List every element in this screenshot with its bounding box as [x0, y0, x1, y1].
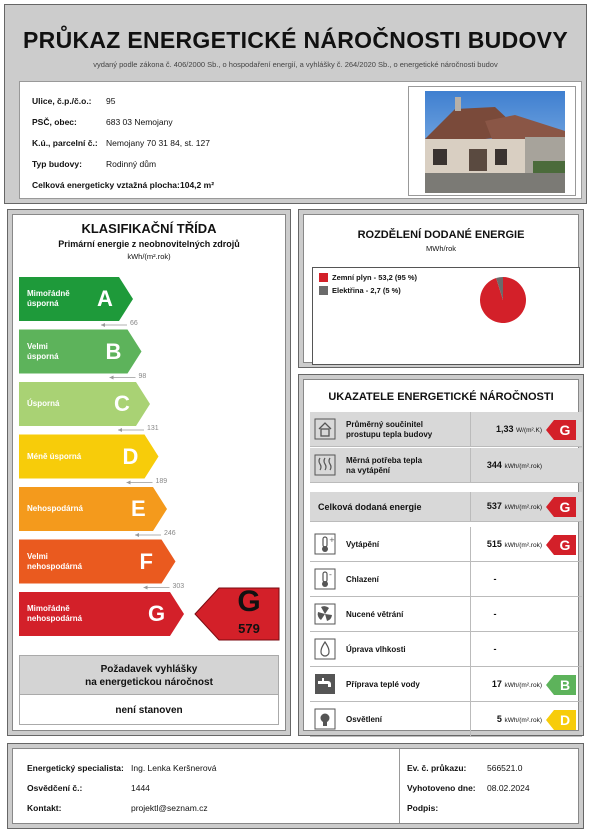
- indicator-unit: kWh/(m².rok): [504, 504, 542, 511]
- thermometer-minus-icon: [313, 567, 337, 591]
- class-band-letter-f: F: [139, 548, 153, 574]
- indicator-unit: kWh/(m².rok): [504, 681, 542, 689]
- indicator-row: [310, 562, 582, 597]
- indicator-label: Měrná potřeba tepla na vytápění: [346, 456, 423, 475]
- issued-label: Vyhotoveno dne:: [407, 783, 476, 793]
- ku-label: K.ú., parcelní č.:: [32, 138, 98, 148]
- humidity-icon: [313, 637, 337, 661]
- class-band-label-a: Mimořádně úsporná: [27, 289, 70, 308]
- document-title: PRŮKAZ ENERGETICKÉ NÁROČNOSTI BUDOVY: [23, 27, 568, 53]
- cert-value: 1444: [131, 783, 150, 793]
- area-value: 104,2 m²: [180, 180, 215, 190]
- contact-value: projektl@seznam.cz: [131, 803, 208, 813]
- svg-text:G: G: [559, 421, 571, 438]
- classification-subtitle: Primární energie z neobnovitelných zdrojů: [58, 239, 240, 249]
- class-band-label-d: Méně úsporná: [27, 451, 82, 461]
- class-band-label-g: Mimořádně nehospodárná: [27, 604, 83, 623]
- requirement-heading: [19, 655, 279, 695]
- cert-label: Osvědčení č.:: [27, 783, 83, 793]
- class-band-label-b: Velmi úsporná: [27, 341, 59, 361]
- threshold-value-c: 131: [147, 425, 159, 432]
- indicator-row: [310, 597, 582, 632]
- indicator-value: [470, 714, 542, 724]
- indicators-title: UKAZATELE ENERGETICKÉ NÁROČNOSTI: [328, 391, 554, 403]
- legend-swatch-gas: [319, 273, 328, 282]
- indicator-number: 1,33: [495, 423, 516, 434]
- threshold-arrowhead-f: [144, 586, 148, 590]
- classification-panel: [7, 209, 291, 736]
- indicator-label: Celková dodaná energie: [318, 502, 422, 512]
- indicator-label: Chlazení: [346, 575, 379, 584]
- class-band-label-c: Úsporná: [27, 399, 60, 408]
- house-icon: [313, 417, 337, 441]
- indicator-row: [310, 667, 582, 702]
- result-class-letter: G: [237, 585, 261, 618]
- ev-label: Ev. č. průkazu:: [407, 763, 467, 773]
- legend-item-electricity: [319, 286, 401, 295]
- indicator-value: -: [493, 643, 497, 654]
- indicator-row: [310, 412, 582, 447]
- requirement-value: není stanoven: [19, 695, 279, 725]
- svg-text:-: -: [329, 570, 332, 579]
- indicator-label: Vytápění: [346, 540, 380, 549]
- threshold-value-e: 246: [164, 530, 176, 537]
- lightbulb-icon: [313, 707, 337, 731]
- signature-label: Podpis:: [407, 803, 439, 813]
- psc-label: PSČ, obec:: [32, 117, 77, 127]
- indicator-value: [470, 460, 542, 470]
- indicator-number: 5: [496, 713, 505, 724]
- indicator-value: -: [493, 573, 497, 584]
- type-row: [32, 159, 157, 169]
- indicator-row: [310, 448, 582, 483]
- type-label: Typ budovy:: [32, 159, 82, 169]
- type-value: Rodinný dům: [106, 159, 157, 169]
- signature-row: [407, 803, 438, 813]
- classification-inner: [12, 214, 286, 731]
- header-panel: [4, 4, 587, 204]
- building-info: [19, 81, 582, 199]
- contact-label: Kontakt:: [27, 803, 62, 813]
- threshold-value-a: 66: [130, 320, 138, 327]
- indicator-unit: W/(m².K): [516, 426, 542, 434]
- indicator-unit: kWh/(m².rok): [504, 541, 542, 549]
- requirement-title-2: na energetickou náročnost: [85, 677, 213, 688]
- issued-value: 08.02.2024: [487, 783, 530, 793]
- indicator-row: [310, 702, 582, 737]
- indicator-class-badge: [546, 497, 576, 517]
- indicator-label: Nucené větrání: [346, 610, 404, 619]
- threshold-arrowhead-d: [127, 481, 131, 485]
- energy-split-title: ROZDĚLENÍ DODANÉ ENERGIE: [357, 229, 525, 241]
- class-band-label-e: Nehospodárná: [27, 504, 84, 513]
- document-subtitle: vydaný podle zákona č. 406/2000 Sb., o hospodaření energií, a vyhlášky č. 264/2020 Sb., o energetické náročnosti budov: [93, 60, 498, 69]
- requirement-title-1: Požadavek vyhlášky: [100, 664, 198, 675]
- threshold-arrowhead-e: [135, 533, 139, 537]
- legend-label-gas: Zemní plyn - 53,2 (95 %): [332, 273, 418, 282]
- area-label: Celková energeticky vztažná plocha:: [32, 180, 180, 190]
- energy-pie-chart: [473, 270, 533, 330]
- energy-split-chart: [312, 267, 580, 365]
- indicator-row: [310, 492, 582, 522]
- footer-inner: [12, 748, 579, 824]
- indicator-value: [470, 501, 542, 511]
- contact-row: [27, 803, 208, 813]
- threshold-arrowhead-a: [101, 323, 105, 327]
- requirement-box: [19, 655, 279, 727]
- indicator-class-badge: [546, 710, 576, 730]
- footer-panel: [7, 743, 584, 829]
- indicator-number: 515: [486, 538, 505, 549]
- result-class-value: 579: [238, 621, 260, 636]
- indicator-row: [310, 527, 582, 562]
- energy-split-panel: [298, 209, 584, 368]
- threshold-arrowhead-b: [110, 376, 114, 380]
- indicator-class-badge: [546, 675, 576, 695]
- ev-value: 566521.0: [487, 763, 523, 773]
- class-band-letter-d: D: [122, 443, 139, 469]
- svg-text:+: +: [329, 536, 335, 544]
- threshold-value-f: 303: [172, 582, 185, 590]
- threshold-value-b: 98: [138, 372, 147, 380]
- class-band-letter-a: A: [97, 286, 113, 311]
- ev-row: [407, 763, 523, 773]
- class-band-letter-e: E: [131, 496, 146, 521]
- legend-swatch-electricity: [319, 286, 328, 295]
- indicator-label: Příprava teplé vody: [346, 680, 420, 689]
- class-band-letter-g: G: [148, 601, 166, 626]
- indicators-inner: [303, 379, 579, 731]
- indicator-class-badge: [546, 420, 576, 440]
- classification-title: KLASIFIKAČNÍ TŘÍDA: [81, 221, 217, 236]
- footer-divider: [399, 749, 400, 823]
- heat-waves-icon: [313, 453, 337, 477]
- specialist-label: Energetický specialista:: [27, 763, 124, 773]
- thermometer-plus-icon: [313, 532, 337, 556]
- class-band-label-f: Velmi nehospodárná: [27, 551, 83, 571]
- area-row: [32, 180, 215, 190]
- svg-text:B: B: [559, 676, 571, 693]
- psc-value: 683 03 Nemojany: [106, 117, 173, 127]
- indicator-number: 537: [486, 501, 505, 511]
- indicator-label: Úprava vlhkosti: [346, 645, 406, 654]
- indicator-label: Průměrný součinitel prostupu tepla budovy: [346, 420, 433, 439]
- ku-row: [32, 138, 210, 148]
- building-photo: [425, 91, 565, 193]
- ku-value: Nemojany 70 31 84, st. 127: [106, 138, 210, 148]
- faucet-icon: [313, 672, 337, 696]
- indicator-row: [310, 632, 582, 667]
- class-band-letter-b: B: [105, 338, 122, 364]
- indicator-label: Osvětlení: [346, 715, 383, 724]
- cert-row: [27, 783, 150, 793]
- classification-unit: kWh/(m².rok): [127, 252, 171, 261]
- street-value: 95: [106, 96, 116, 106]
- indicator-value: [470, 424, 542, 434]
- specialist-value: Ing. Lenka Keršnerová: [131, 763, 217, 773]
- indicator-number: 344: [486, 459, 505, 470]
- legend-label-electricity: Elektřina - 2,7 (5 %): [332, 286, 401, 295]
- street-row: [32, 96, 116, 106]
- issued-row: [407, 783, 530, 793]
- svg-text:G: G: [559, 499, 571, 515]
- fan-icon: [313, 602, 337, 626]
- street-label: Ulice, č.p./č.o.:: [32, 96, 92, 106]
- specialist-row: [27, 763, 217, 773]
- energy-split-inner: [303, 214, 579, 363]
- class-band-letter-c: C: [114, 391, 130, 416]
- svg-text:D: D: [559, 711, 571, 728]
- indicator-unit: kWh/(m².rok): [504, 716, 542, 724]
- indicator-value: -: [493, 608, 497, 619]
- threshold-arrowhead-c: [118, 428, 122, 432]
- building-photo-frame: [408, 86, 576, 196]
- indicator-unit: kWh/(m².rok): [504, 462, 542, 470]
- legend-item-gas: [319, 273, 417, 282]
- threshold-value-d: 189: [155, 477, 168, 485]
- indicators-panel: [298, 374, 584, 736]
- psc-row: [32, 117, 173, 127]
- indicator-number: 17: [491, 678, 505, 689]
- indicator-value: [470, 679, 542, 689]
- svg-text:G: G: [559, 536, 571, 553]
- energy-split-unit: MWh/rok: [426, 244, 456, 253]
- indicator-value: [470, 539, 542, 549]
- indicator-class-badge: [546, 535, 576, 555]
